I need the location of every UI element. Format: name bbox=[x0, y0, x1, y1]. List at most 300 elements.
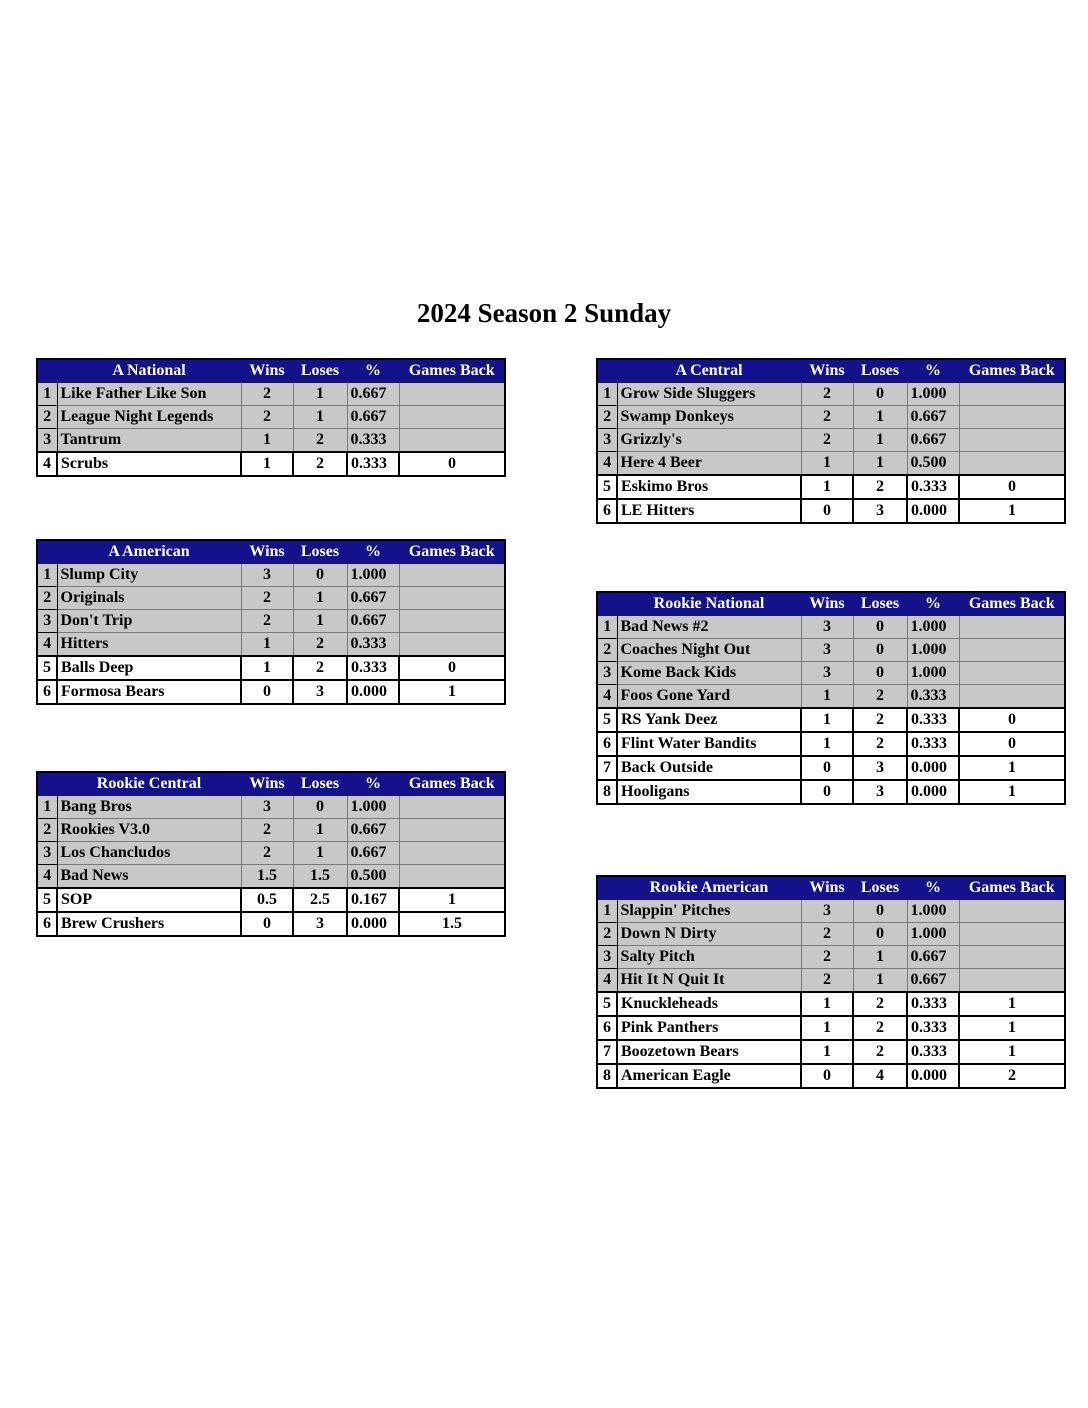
pct-cell: 0.000 bbox=[907, 780, 959, 804]
team-name: Grow Side Sluggers bbox=[617, 383, 801, 406]
games-back-cell bbox=[959, 900, 1065, 923]
wins-cell: 0 bbox=[241, 680, 293, 704]
standings-table-rookie-central bbox=[36, 771, 506, 937]
table-row bbox=[597, 685, 1065, 709]
table-row bbox=[37, 796, 505, 819]
team-name: RS Yank Deez bbox=[617, 708, 801, 732]
team-name: SOP bbox=[57, 888, 241, 912]
rank-cell: 6 bbox=[597, 1016, 617, 1040]
loses-cell: 3 bbox=[853, 756, 907, 780]
wins-cell: 1 bbox=[801, 708, 853, 732]
table-row bbox=[597, 383, 1065, 406]
wins-cell: 1 bbox=[801, 452, 853, 476]
wins-header: Wins bbox=[801, 592, 853, 616]
standings-table-rookie-american bbox=[596, 875, 1066, 1089]
wins-header: Wins bbox=[241, 540, 293, 564]
games-back-cell: 1 bbox=[959, 992, 1065, 1016]
rank-cell: 5 bbox=[597, 475, 617, 499]
team-name: Hooligans bbox=[617, 780, 801, 804]
pct-header: % bbox=[347, 772, 399, 796]
rank-cell: 1 bbox=[597, 616, 617, 639]
loses-cell: 0 bbox=[293, 564, 347, 587]
wins-cell: 3 bbox=[801, 616, 853, 639]
rank-cell: 2 bbox=[37, 587, 57, 610]
games-back-cell bbox=[959, 429, 1065, 452]
wins-cell: 0 bbox=[241, 912, 293, 936]
table-row bbox=[597, 1016, 1065, 1040]
loses-cell: 1 bbox=[853, 946, 907, 969]
pct-header: % bbox=[907, 359, 959, 383]
table-row bbox=[37, 383, 505, 406]
team-name: Scrubs bbox=[57, 452, 241, 476]
loses-header: Loses bbox=[853, 876, 907, 900]
rank-cell: 3 bbox=[597, 662, 617, 685]
table-row bbox=[597, 1040, 1065, 1064]
table-header-row bbox=[37, 540, 505, 564]
team-name: Eskimo Bros bbox=[617, 475, 801, 499]
loses-cell: 1 bbox=[293, 819, 347, 842]
games-back-cell bbox=[959, 969, 1065, 993]
table-row bbox=[597, 946, 1065, 969]
division-name: Rookie National bbox=[617, 592, 801, 616]
pct-cell: 0.667 bbox=[347, 819, 399, 842]
wins-cell: 3 bbox=[801, 900, 853, 923]
games-back-cell bbox=[399, 429, 505, 453]
rank-cell: 2 bbox=[597, 923, 617, 946]
loses-cell: 1 bbox=[293, 587, 347, 610]
pct-cell: 0.667 bbox=[907, 406, 959, 429]
team-name: Originals bbox=[57, 587, 241, 610]
loses-cell: 2 bbox=[853, 475, 907, 499]
pct-cell: 1.000 bbox=[907, 639, 959, 662]
table-row bbox=[597, 732, 1065, 756]
standings-table-rookie-national bbox=[596, 591, 1066, 805]
rank-cell: 5 bbox=[37, 656, 57, 680]
team-name: Boozetown Bears bbox=[617, 1040, 801, 1064]
rank-cell: 2 bbox=[597, 406, 617, 429]
rank-cell: 4 bbox=[597, 685, 617, 709]
team-name: Here 4 Beer bbox=[617, 452, 801, 476]
team-name: Bad News #2 bbox=[617, 616, 801, 639]
pct-cell: 0.333 bbox=[907, 992, 959, 1016]
table-row bbox=[597, 923, 1065, 946]
games-back-cell: 1 bbox=[959, 1040, 1065, 1064]
pct-cell: 0.333 bbox=[347, 656, 399, 680]
wins-cell: 1 bbox=[801, 685, 853, 709]
rank-cell: 8 bbox=[597, 780, 617, 804]
loses-cell: 2 bbox=[293, 429, 347, 453]
table-row bbox=[37, 842, 505, 865]
games-back-cell: 1 bbox=[399, 680, 505, 704]
loses-header: Loses bbox=[293, 359, 347, 383]
team-name: Don't Trip bbox=[57, 610, 241, 633]
rank-header bbox=[597, 876, 617, 900]
games-back-cell bbox=[399, 610, 505, 633]
loses-cell: 2 bbox=[853, 708, 907, 732]
pct-cell: 0.667 bbox=[907, 429, 959, 452]
pct-cell: 0.167 bbox=[347, 888, 399, 912]
page-title: 2024 Season 2 Sunday bbox=[416, 298, 672, 328]
loses-cell: 1.5 bbox=[293, 865, 347, 889]
loses-header: Loses bbox=[853, 592, 907, 616]
team-name: Like Father Like Son bbox=[57, 383, 241, 406]
games-back-header: Games Back bbox=[399, 359, 505, 383]
loses-cell: 1 bbox=[853, 406, 907, 429]
wins-header: Wins bbox=[801, 359, 853, 383]
games-back-cell bbox=[959, 452, 1065, 476]
pct-cell: 0.000 bbox=[907, 1064, 959, 1088]
loses-header: Loses bbox=[853, 359, 907, 383]
table-row bbox=[597, 780, 1065, 804]
rank-header bbox=[37, 359, 57, 383]
rank-header bbox=[597, 592, 617, 616]
table-row bbox=[597, 708, 1065, 732]
loses-cell: 0 bbox=[853, 662, 907, 685]
rank-header bbox=[37, 540, 57, 564]
pct-cell: 0.667 bbox=[907, 946, 959, 969]
games-back-header: Games Back bbox=[399, 540, 505, 564]
loses-cell: 3 bbox=[853, 780, 907, 804]
rank-cell: 5 bbox=[597, 992, 617, 1016]
loses-cell: 2 bbox=[853, 732, 907, 756]
pct-cell: 1.000 bbox=[907, 900, 959, 923]
team-name: American Eagle bbox=[617, 1064, 801, 1088]
wins-cell: 0 bbox=[801, 1064, 853, 1088]
wins-cell: 1 bbox=[241, 429, 293, 453]
pct-cell: 0.667 bbox=[347, 587, 399, 610]
wins-cell: 3 bbox=[241, 796, 293, 819]
games-back-cell bbox=[399, 865, 505, 889]
table-row bbox=[597, 756, 1065, 780]
pct-cell: 0.667 bbox=[347, 383, 399, 406]
wins-cell: 1 bbox=[801, 732, 853, 756]
games-back-header: Games Back bbox=[959, 592, 1065, 616]
loses-cell: 0 bbox=[853, 383, 907, 406]
loses-cell: 2 bbox=[853, 1016, 907, 1040]
wins-cell: 0 bbox=[801, 499, 853, 523]
loses-cell: 3 bbox=[293, 912, 347, 936]
loses-cell: 2 bbox=[293, 452, 347, 476]
games-back-cell bbox=[399, 406, 505, 429]
team-name: Pink Panthers bbox=[617, 1016, 801, 1040]
team-name: Knuckleheads bbox=[617, 992, 801, 1016]
loses-cell: 2 bbox=[293, 656, 347, 680]
table-row bbox=[37, 452, 505, 476]
loses-cell: 2 bbox=[853, 992, 907, 1016]
wins-cell: 2 bbox=[801, 429, 853, 452]
table-header-row bbox=[597, 359, 1065, 383]
loses-cell: 2 bbox=[293, 633, 347, 657]
table-row bbox=[597, 406, 1065, 429]
pct-cell: 0.333 bbox=[347, 633, 399, 657]
pct-cell: 1.000 bbox=[907, 383, 959, 406]
loses-cell: 1 bbox=[293, 383, 347, 406]
loses-cell: 1 bbox=[853, 429, 907, 452]
games-back-cell bbox=[399, 587, 505, 610]
team-name: Foos Gone Yard bbox=[617, 685, 801, 709]
table-row bbox=[597, 452, 1065, 476]
team-name: LE Hitters bbox=[617, 499, 801, 523]
wins-header: Wins bbox=[241, 359, 293, 383]
rank-cell: 6 bbox=[597, 499, 617, 523]
team-name: Salty Pitch bbox=[617, 946, 801, 969]
pct-cell: 1.000 bbox=[347, 796, 399, 819]
wins-cell: 2 bbox=[801, 969, 853, 993]
wins-cell: 2 bbox=[241, 610, 293, 633]
wins-cell: 0.5 bbox=[241, 888, 293, 912]
table-row bbox=[597, 616, 1065, 639]
table-row bbox=[37, 819, 505, 842]
games-back-cell bbox=[399, 383, 505, 406]
games-back-cell: 0 bbox=[959, 732, 1065, 756]
loses-cell: 1 bbox=[293, 610, 347, 633]
games-back-cell bbox=[959, 685, 1065, 709]
division-name: Rookie Central bbox=[57, 772, 241, 796]
games-back-cell bbox=[959, 383, 1065, 406]
wins-cell: 2 bbox=[801, 406, 853, 429]
wins-cell: 3 bbox=[241, 564, 293, 587]
table-row bbox=[37, 406, 505, 429]
team-name: Coaches Night Out bbox=[617, 639, 801, 662]
loses-cell: 1 bbox=[853, 452, 907, 476]
rank-cell: 5 bbox=[37, 888, 57, 912]
wins-cell: 1 bbox=[801, 475, 853, 499]
team-name: League Night Legends bbox=[57, 406, 241, 429]
pct-cell: 1.000 bbox=[907, 662, 959, 685]
wins-cell: 2 bbox=[241, 819, 293, 842]
pct-cell: 0.667 bbox=[347, 610, 399, 633]
loses-cell: 2 bbox=[853, 1040, 907, 1064]
team-name: Back Outside bbox=[617, 756, 801, 780]
games-back-cell bbox=[959, 406, 1065, 429]
loses-cell: 0 bbox=[293, 796, 347, 819]
pct-header: % bbox=[347, 359, 399, 383]
rank-cell: 1 bbox=[37, 796, 57, 819]
division-name: A National bbox=[57, 359, 241, 383]
wins-cell: 0 bbox=[801, 756, 853, 780]
pct-cell: 0.000 bbox=[347, 680, 399, 704]
team-name: Los Chancludos bbox=[57, 842, 241, 865]
games-back-header: Games Back bbox=[399, 772, 505, 796]
rank-cell: 3 bbox=[597, 429, 617, 452]
games-back-cell bbox=[959, 616, 1065, 639]
games-back-cell: 1 bbox=[959, 780, 1065, 804]
pct-cell: 1.000 bbox=[907, 616, 959, 639]
wins-cell: 1 bbox=[241, 656, 293, 680]
rank-header bbox=[597, 359, 617, 383]
table-row bbox=[37, 429, 505, 453]
rank-cell: 2 bbox=[37, 819, 57, 842]
games-back-cell: 2 bbox=[959, 1064, 1065, 1088]
wins-cell: 2 bbox=[241, 383, 293, 406]
games-back-header: Games Back bbox=[959, 359, 1065, 383]
wins-cell: 1 bbox=[241, 633, 293, 657]
loses-cell: 0 bbox=[853, 639, 907, 662]
rank-cell: 2 bbox=[597, 639, 617, 662]
team-name: Down N Dirty bbox=[617, 923, 801, 946]
rank-cell: 3 bbox=[37, 429, 57, 453]
wins-cell: 2 bbox=[241, 842, 293, 865]
rank-cell: 1 bbox=[37, 564, 57, 587]
table-row bbox=[597, 475, 1065, 499]
games-back-cell: 1.5 bbox=[399, 912, 505, 936]
pct-cell: 0.333 bbox=[347, 429, 399, 453]
games-back-cell: 0 bbox=[399, 656, 505, 680]
table-row bbox=[37, 633, 505, 657]
team-name: Bad News bbox=[57, 865, 241, 889]
pct-cell: 0.333 bbox=[907, 708, 959, 732]
pct-cell: 0.333 bbox=[907, 1040, 959, 1064]
games-back-cell: 0 bbox=[959, 708, 1065, 732]
rank-cell: 4 bbox=[597, 452, 617, 476]
rank-cell: 6 bbox=[37, 680, 57, 704]
team-name: Hitters bbox=[57, 633, 241, 657]
games-back-cell: 1 bbox=[959, 499, 1065, 523]
wins-header: Wins bbox=[801, 876, 853, 900]
pct-cell: 0.500 bbox=[907, 452, 959, 476]
loses-cell: 1 bbox=[853, 969, 907, 993]
wins-cell: 2 bbox=[801, 923, 853, 946]
rank-cell: 6 bbox=[597, 732, 617, 756]
table-row bbox=[597, 900, 1065, 923]
loses-cell: 4 bbox=[853, 1064, 907, 1088]
team-name: Hit It N Quit It bbox=[617, 969, 801, 993]
rank-cell: 6 bbox=[37, 912, 57, 936]
pct-cell: 0.000 bbox=[347, 912, 399, 936]
pct-cell: 0.667 bbox=[907, 969, 959, 993]
rank-cell: 4 bbox=[597, 969, 617, 993]
pct-cell: 0.000 bbox=[907, 499, 959, 523]
team-name: Tantrum bbox=[57, 429, 241, 453]
table-row bbox=[37, 865, 505, 889]
loses-cell: 1 bbox=[293, 842, 347, 865]
rank-cell: 4 bbox=[37, 452, 57, 476]
table-row bbox=[597, 1064, 1065, 1088]
rank-cell: 7 bbox=[597, 756, 617, 780]
rank-cell: 8 bbox=[597, 1064, 617, 1088]
table-row bbox=[597, 429, 1065, 452]
pct-cell: 0.333 bbox=[907, 685, 959, 709]
games-back-cell bbox=[959, 639, 1065, 662]
loses-cell: 0 bbox=[853, 923, 907, 946]
loses-header: Loses bbox=[293, 540, 347, 564]
team-name: Brew Crushers bbox=[57, 912, 241, 936]
wins-cell: 0 bbox=[801, 780, 853, 804]
pct-cell: 0.500 bbox=[347, 865, 399, 889]
rank-cell: 7 bbox=[597, 1040, 617, 1064]
table-header-row bbox=[37, 359, 505, 383]
table-row bbox=[37, 610, 505, 633]
team-name: Slump City bbox=[57, 564, 241, 587]
table-header-row bbox=[597, 876, 1065, 900]
pct-header: % bbox=[347, 540, 399, 564]
wins-cell: 1.5 bbox=[241, 865, 293, 889]
games-back-cell: 1 bbox=[959, 756, 1065, 780]
games-back-cell bbox=[399, 796, 505, 819]
loses-cell: 2.5 bbox=[293, 888, 347, 912]
wins-cell: 2 bbox=[801, 946, 853, 969]
loses-cell: 0 bbox=[853, 900, 907, 923]
loses-cell: 3 bbox=[293, 680, 347, 704]
table-row bbox=[37, 587, 505, 610]
rank-cell: 1 bbox=[597, 900, 617, 923]
team-name: Slappin' Pitches bbox=[617, 900, 801, 923]
rank-cell: 1 bbox=[37, 383, 57, 406]
games-back-cell: 1 bbox=[959, 1016, 1065, 1040]
table-header-row bbox=[597, 592, 1065, 616]
wins-cell: 3 bbox=[801, 639, 853, 662]
division-name: Rookie American bbox=[617, 876, 801, 900]
wins-cell: 1 bbox=[241, 452, 293, 476]
loses-cell: 2 bbox=[853, 685, 907, 709]
table-row bbox=[597, 639, 1065, 662]
division-name: A Central bbox=[617, 359, 801, 383]
table-row bbox=[597, 662, 1065, 685]
team-name: Formosa Bears bbox=[57, 680, 241, 704]
loses-header: Loses bbox=[293, 772, 347, 796]
games-back-cell: 0 bbox=[399, 452, 505, 476]
pct-cell: 0.667 bbox=[347, 842, 399, 865]
rank-cell: 3 bbox=[597, 946, 617, 969]
rank-cell: 3 bbox=[37, 842, 57, 865]
games-back-cell bbox=[959, 923, 1065, 946]
table-row bbox=[597, 969, 1065, 993]
table-row bbox=[597, 499, 1065, 523]
pct-cell: 0.667 bbox=[347, 406, 399, 429]
pct-cell: 0.333 bbox=[907, 1016, 959, 1040]
games-back-cell: 0 bbox=[959, 475, 1065, 499]
team-name: Balls Deep bbox=[57, 656, 241, 680]
wins-cell: 1 bbox=[801, 1016, 853, 1040]
rank-cell: 5 bbox=[597, 708, 617, 732]
wins-cell: 2 bbox=[801, 383, 853, 406]
pct-cell: 0.333 bbox=[907, 732, 959, 756]
rank-header bbox=[37, 772, 57, 796]
standings-table-a-central bbox=[596, 358, 1066, 524]
loses-cell: 1 bbox=[293, 406, 347, 429]
rank-cell: 2 bbox=[37, 406, 57, 429]
team-name: Rookies V3.0 bbox=[57, 819, 241, 842]
table-row bbox=[597, 992, 1065, 1016]
team-name: Flint Water Bandits bbox=[617, 732, 801, 756]
standings-table-a-american bbox=[36, 539, 506, 705]
games-back-cell bbox=[399, 842, 505, 865]
pct-cell: 1.000 bbox=[347, 564, 399, 587]
pct-cell: 1.000 bbox=[907, 923, 959, 946]
rank-cell: 3 bbox=[37, 610, 57, 633]
wins-cell: 1 bbox=[801, 992, 853, 1016]
team-name: Bang Bros bbox=[57, 796, 241, 819]
pct-cell: 0.333 bbox=[907, 475, 959, 499]
pct-cell: 0.000 bbox=[907, 756, 959, 780]
team-name: Kome Back Kids bbox=[617, 662, 801, 685]
wins-cell: 2 bbox=[241, 406, 293, 429]
games-back-header: Games Back bbox=[959, 876, 1065, 900]
team-name: Swamp Donkeys bbox=[617, 406, 801, 429]
games-back-cell bbox=[959, 946, 1065, 969]
games-back-cell: 1 bbox=[399, 888, 505, 912]
games-back-cell bbox=[399, 819, 505, 842]
division-name: A American bbox=[57, 540, 241, 564]
table-row bbox=[37, 656, 505, 680]
games-back-cell bbox=[399, 633, 505, 657]
pct-cell: 0.333 bbox=[347, 452, 399, 476]
loses-cell: 0 bbox=[853, 616, 907, 639]
wins-cell: 2 bbox=[241, 587, 293, 610]
loses-cell: 3 bbox=[853, 499, 907, 523]
games-back-cell bbox=[399, 564, 505, 587]
team-name: Grizzly's bbox=[617, 429, 801, 452]
